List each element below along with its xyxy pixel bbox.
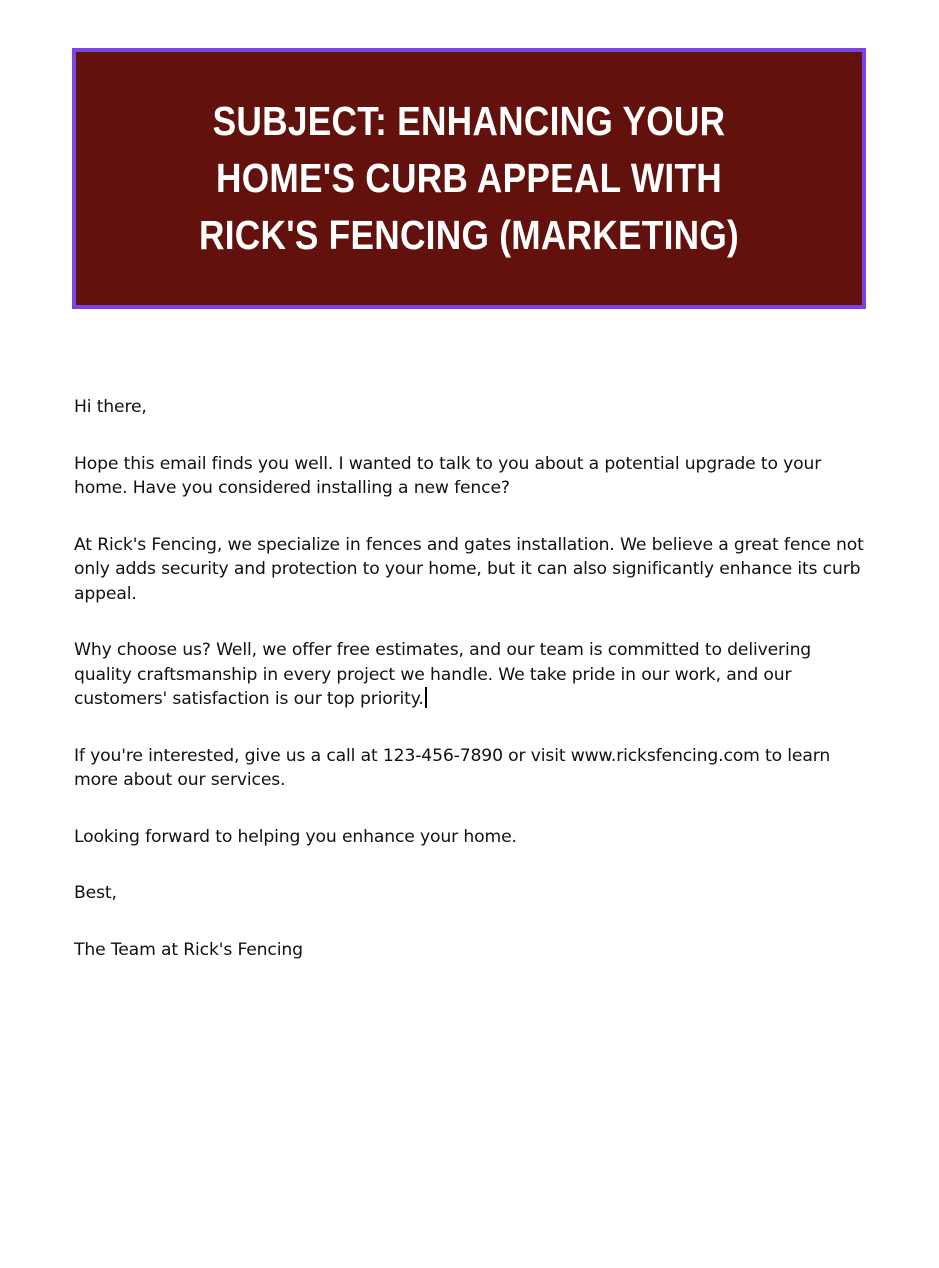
text-cursor <box>425 687 427 708</box>
paragraph-looking-forward: Looking forward to helping you enhance your home. <box>74 826 517 847</box>
paragraph-contact: If you're interested, give us a call at 123-456-7890 or visit www.ricksfencing.com to learn more about our services. <box>74 745 831 790</box>
subject-title: SUBJECT: ENHANCING YOUR HOME'S CURB APPEAL WITH RICK'S FENCING (MARKETING) <box>198 98 740 258</box>
paragraph-intro: Hope this email finds you well. I wanted to talk to you about a potential upgrade to your home. Have you considered installing a new fence? <box>74 453 822 498</box>
paragraph-why-choose <box>74 638 874 712</box>
closing: Best, <box>74 883 117 903</box>
greeting: Hi there, <box>74 397 147 417</box>
email-body[interactable] <box>74 395 874 994</box>
paragraph-why-choose-text: Why choose us? Well, we offer free estimates, and our team is committed to delivering quality craftsmanship in every project we handle. We take pride in our work, and our customers' satisfaction is our top priority. <box>74 640 812 709</box>
signature: The Team at Rick's Fencing <box>74 939 303 960</box>
subject-header-box <box>72 48 866 309</box>
paragraph-about: At Rick's Fencing, we specialize in fences and gates installation. We believe a great fence not only adds security and protection to your home, but it can also significantly enhance its curb appeal. <box>74 534 864 604</box>
